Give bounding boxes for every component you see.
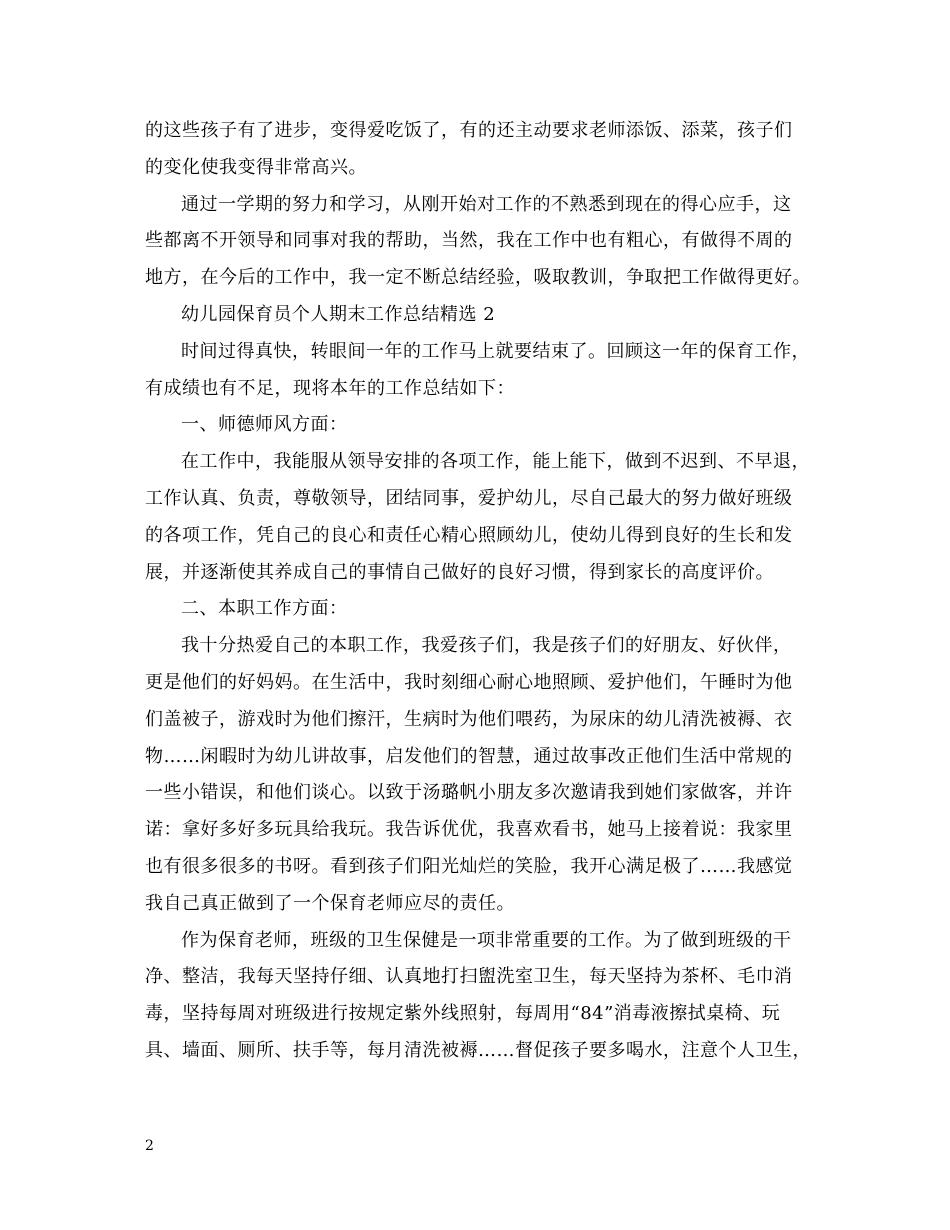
text-line: 展，并逐渐使其养成自己的事情自己做好的良好习惯，得到家长的高度评价。	[145, 561, 774, 583]
text-line: 毒，坚持每周对班级进行按规定紫外线照射，每周用“84”消毒液擦拭桌椅、玩	[145, 1003, 781, 1025]
section-heading-ethics: 一、师德师风方面：	[181, 414, 348, 436]
text-line: 诺：拿好多好多玩具给我玩。我告诉优优，我喜欢看书，她马上接着说：我家里	[145, 819, 793, 841]
text-line: 一些小错误，和他们谈心。以致于汤璐帆小朋友多次邀请我到她们家做客，并许	[145, 782, 793, 804]
paragraph-start-line: 作为保育老师，班级的卫生保健是一项非常重要的工作。为了做到班级的干	[181, 929, 792, 951]
text-line: 的这些孩子有了进步，变得爱吃饭了，有的还主动要求老师添饭、添菜，孩子们	[145, 120, 793, 141]
paragraph-start-line: 通过一学期的努力和学习，从刚开始对工作的不熟悉到现在的得心应手，这	[181, 193, 792, 215]
text-line: 我自己真正做到了一个保育老师应尽的责任。	[145, 892, 515, 914]
text-line: 有成绩也有不足，现将本年的工作总结如下：	[145, 377, 515, 399]
text-line: 具、墙面、厕所、扶手等，每月清洗被褥……督促孩子要多喝水，注意个人卫生，	[145, 1039, 811, 1061]
page-number: 2	[145, 1138, 154, 1154]
body-text	[145, 113, 810, 1070]
text-line: 净、整洁，我每天坚持仔细、认真地打扫盥洗室卫生，每天坚持为茶杯、毛巾消	[145, 966, 793, 988]
paragraph-start-line: 时间过得真快，转眼间一年的工作马上就要结束了。回顾这一年的保育工作，	[181, 340, 810, 362]
text-line: 的变化使我变得非常高兴。	[145, 156, 367, 178]
text-line: 物……闲暇时为幼儿讲故事，启发他们的智慧，通过故事改正他们生活中常规的	[145, 745, 793, 767]
text-line: 些都离不开领导和同事对我的帮助，当然，我在工作中也有粗心，有做得不周的	[145, 230, 793, 252]
text-line: 也有很多很多的书呀。看到孩子们阳光灿烂的笑脸，我开心满足极了……我感觉	[145, 855, 793, 877]
section-heading-duties: 二、本职工作方面：	[181, 598, 348, 620]
section-title: 幼儿园保育员个人期末工作总结精选 2	[181, 303, 496, 325]
text-line: 们盖被子，游戏时为他们擦汗，生病时为他们喂药，为尿床的幼儿清洗被褥、衣	[145, 708, 793, 730]
text-line: 地方，在今后的工作中，我一定不断总结经验，吸取教训，争取把工作做得更好。	[145, 267, 811, 289]
text-line: 的各项工作，凭自己的良心和责任心精心照顾幼儿，使幼儿得到良好的生长和发	[145, 524, 793, 546]
text-line: 更是他们的好妈妈。在生活中，我时刻细心耐心地照顾、爱护他们，午睡时为他	[145, 671, 793, 693]
text-line: 工作认真、负责，尊敬领导，团结同事，爱护幼儿，尽自己最大的努力做好班级	[145, 487, 793, 509]
paragraph-start-line: 在工作中，我能服从领导安排的各项工作，能上能下，做到不迟到、不早退，	[181, 451, 810, 473]
paragraph-start-line: 我十分热爱自己的本职工作，我爱孩子们，我是孩子们的好朋友、好伙伴，	[181, 635, 792, 657]
